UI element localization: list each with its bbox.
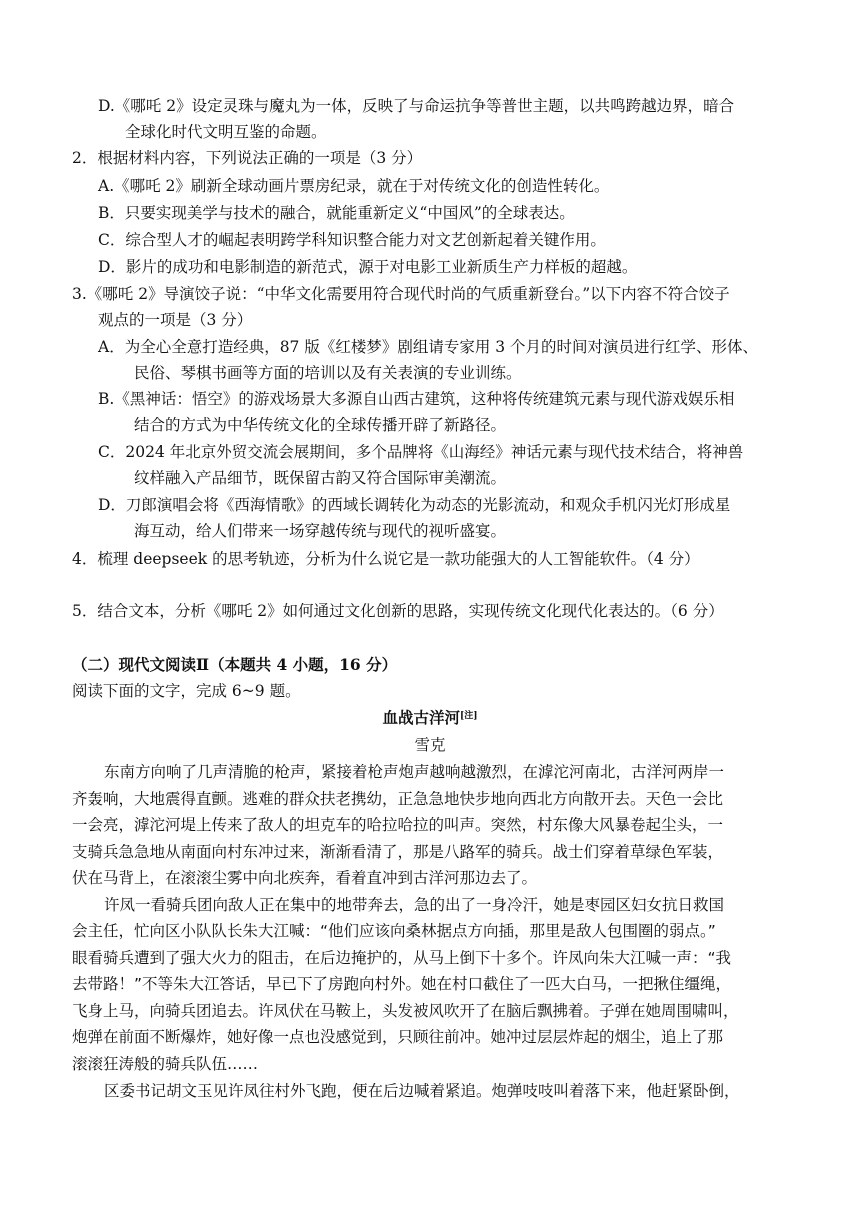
article-line: 眼看骑兵遭到了强大火力的阻击，在后边掩护的，从马上倒下十多个。许凤向朱大江喊一声：“我 (72, 949, 732, 967)
q3-option-a-line1: A．为全心全意打造经典，87 版《红楼梦》剧组请专家用 3 个月的时间对演员进行红学、形体、 (98, 338, 759, 356)
q3-option-c-line2: 纹样融入产品细节，既保留古韵又符合国际审美潮流。 (134, 469, 507, 487)
article-line: 伏在马背上，在滚滚尘雾中向北疾奔，看着直冲到古洋河那边去了。 (72, 869, 538, 887)
q3-option-d-line2: 海互动，给人们带来一场穿越传统与现代的视听盛宴。 (134, 522, 507, 540)
article-line: 许凤一看骑兵团向敌人正在集中的地带奔去，急的出了一身冷汗，她是枣园区妇女抗日救国 (104, 896, 725, 914)
section-instruction: 阅读下面的文字，完成 6~9 题。 (72, 682, 301, 700)
article-line: 支骑兵急急地从南面向村东冲过来，渐渐看清了，那是八路军的骑兵。战士们穿着草绿色军装， (72, 843, 724, 861)
article-title: 血战古洋河 (382, 708, 460, 727)
q2-stem: 2．根据材料内容，下列说法正确的一项是（3 分） (72, 149, 423, 167)
section-heading: （二）现代文阅读Ⅱ（本题共 4 小题，16 分） (72, 655, 398, 674)
q2-option-a: A.《哪吒 2》刷新全球动画片票房纪录，就在于对传统文化的创造性转化。 (98, 177, 610, 195)
article-line: 去带路！”不等朱大江答话，早已下了房跑向村外。她在村口截住了一匹大白马，一把揪住缰绳， (72, 975, 732, 993)
article-line: 滚滚狂涛般的骑兵队伍…… (72, 1055, 259, 1073)
q3-option-c-line1: C．2024 年北京外贸交流会展期间，多个品牌将《山海经》神话元素与现代技术结合，将神兽 (98, 443, 744, 461)
article-line: 区委书记胡文玉见许凤往村外飞跑，便在后边喊着紧追。炮弹吱吱叫着落下来，他赶紧卧倒， (104, 1082, 740, 1100)
q2-option-d: D．影片的成功和电影制造的新范式，源于对电影工业新质生产力样板的超越。 (98, 258, 638, 276)
q3-option-d-line1: D．刀郎演唱会将《西海情歌》的西域长调转化为动态的光影流动，和观众手机闪光灯形成星 (98, 496, 731, 514)
article-author: 雪克 (414, 736, 446, 754)
article-title-note: [注] (459, 711, 478, 721)
q2-option-b: B．只要实现美学与技术的融合，就能重新定义“中国风”的全球表达。 (98, 204, 575, 222)
article-line: 飞身上马，向骑兵团追去。许凤伏在马鞍上，头发被风吹开了在脑后飘拂着。子弹在她周围啸叫， (72, 1002, 739, 1020)
q5-stem: 5．结合文本，分析《哪吒 2》如何通过文化创新的思路，实现传统文化现代化表达的。（6 分） (72, 602, 724, 620)
q3-stem-line2: 观点的一项是（3 分） (98, 311, 253, 329)
q4-stem: 4．梳理 deepseek 的思考轨迹，分析为什么说它是一款功能强大的人工智能软件。（4 分） (72, 550, 700, 568)
q3-stem-line1: 3.《哪吒 2》导演饺子说：“中华文化需要用符合现代时尚的气质重新登台。”以下内容不符合饺子 (72, 285, 730, 303)
article-line: 会主任，忙向区小队队长朱大江喊：“他们应该向桑林据点方向插，那里是敌人包围圈的弱点。” (72, 922, 716, 940)
q1-option-d-line2: 全球化时代文明互鉴的命题。 (125, 123, 327, 141)
q3-option-b-line1: B.《黑神话：悟空》的游戏场景大多源自山西古建筑，这种将传统建筑元素与现代游戏娱乐相 (98, 390, 735, 408)
article-title-wrap (0, 706, 860, 730)
article-line: 一会亮，滹沱河堤上传来了敌人的坦克车的哈拉哈拉的叫声。突然，村东像大风暴卷起尘头，一 (72, 816, 724, 834)
q1-option-d-line1: D.《哪吒 2》设定灵珠与魔丸为一体，反映了与命运抗争等普世主题，以共鸣跨越边界，暗合 (98, 97, 735, 115)
article-line: 齐轰响，大地震得直颤。逃难的群众扶老携幼，正急急地快步地向西北方向散开去。天色一会比 (72, 790, 724, 808)
q2-option-c: C．综合型人才的崛起表明跨学科知识整合能力对文艺创新起着关键作用。 (98, 231, 606, 249)
q3-option-b-line2: 结合的方式为中华传统文化的全球传播开辟了新路径。 (134, 416, 507, 434)
q3-option-a-line2: 民俗、琴棋书画等方面的培训以及有关表演的专业训练。 (134, 364, 522, 382)
article-line: 东南方向响了几声清脆的枪声，紧接着枪声炮声越响越激烈，在滹沱河南北，古洋河两岸一 (104, 763, 725, 781)
article-line: 炮弹在前面不断爆炸，她好像一点也没感觉到，只顾往前冲。她冲过层层炸起的烟尘，追上了那 (72, 1028, 724, 1046)
